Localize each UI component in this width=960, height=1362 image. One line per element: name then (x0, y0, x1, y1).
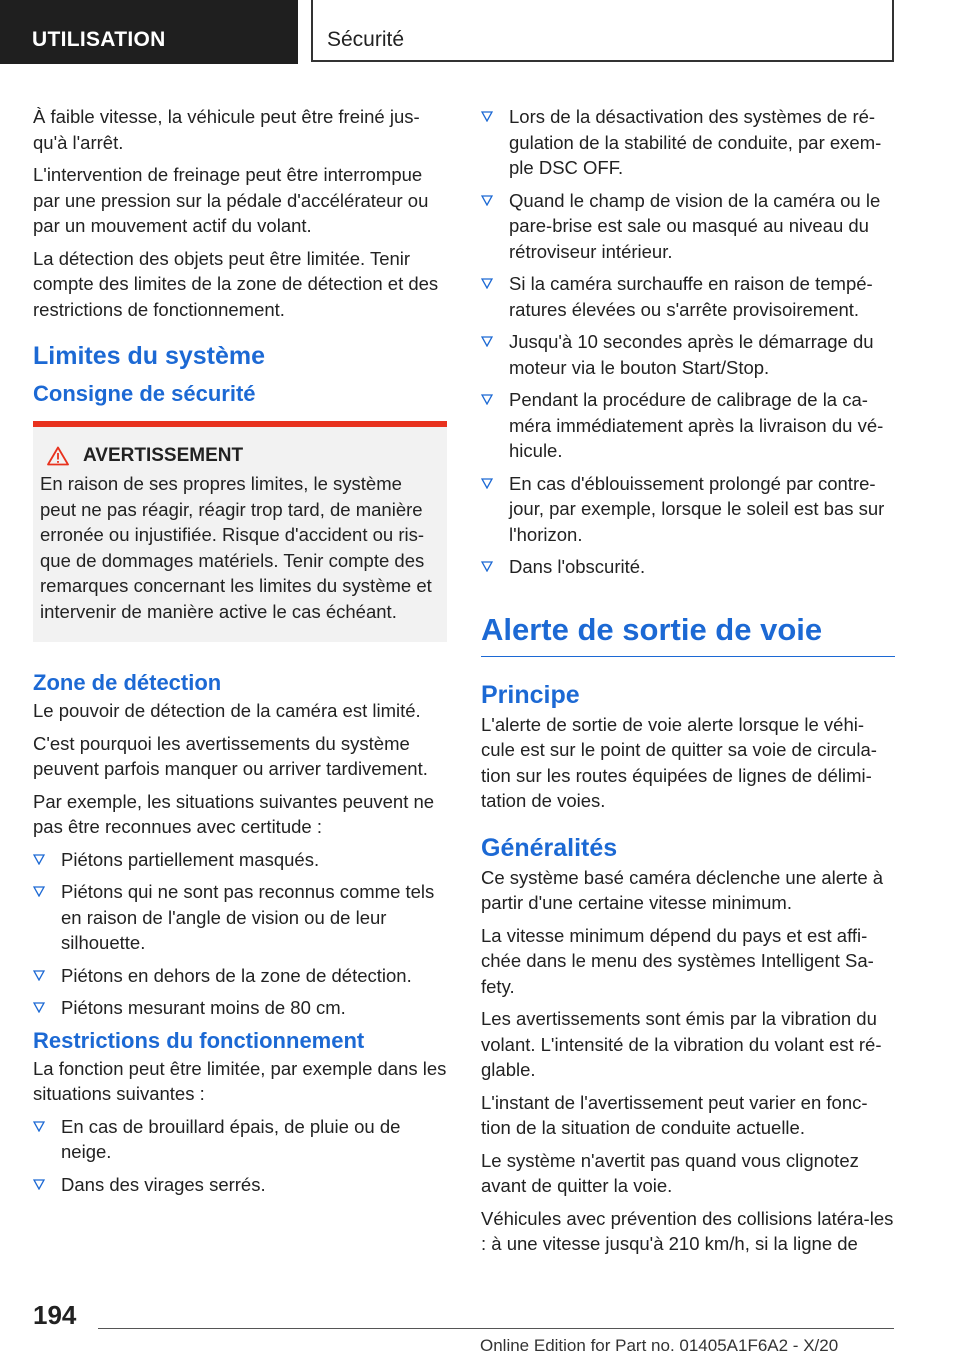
paragraph: Par exemple, les situations suivantes peuvent ne pas être reconnues avec certitude : (33, 790, 435, 837)
right-column (481, 104, 895, 1264)
chapter-label: Sécurité (327, 28, 405, 51)
paragraph: La vitesse minimum dépend du pays et est affi-chée dans le menu des systèmes Intelligent Sa-fety. (481, 924, 874, 997)
list-item-text: Piétons mesurant moins de 80 cm. (61, 997, 346, 1018)
list-item (33, 879, 447, 956)
triangle-bullet-icon (481, 195, 493, 206)
paragraph: Véhicules avec prévention des collisions latéra-les : à une vitesse jusqu'à 210 km/h, si la ligne de (481, 1207, 894, 1254)
warning-triangle-icon (47, 446, 69, 466)
list-item (33, 995, 447, 1021)
triangle-bullet-icon (481, 336, 493, 347)
paragraph: L'alerte de sortie de voie alerte lorsque le véhi-cule est sur le point de quitter sa voie de circula-tion sur les routes équipées de lignes de délimi-tation de voies. (481, 713, 877, 811)
list-item (481, 271, 895, 322)
list-item (481, 387, 895, 464)
list-item-text: Dans l'obscurité. (509, 556, 646, 577)
heading-lane-departure: Alerte de sortie de voie (481, 612, 895, 657)
triangle-bullet-icon (481, 561, 493, 572)
heading-safety: Consigne de sécurité (33, 381, 256, 406)
page-number: 194 (33, 1300, 77, 1330)
page-header (0, 0, 960, 64)
list-item (481, 471, 895, 548)
list-item-text: En cas de brouillard épais, de pluie ou de neige. (61, 1115, 401, 1162)
left-column (33, 104, 447, 1204)
list-item (481, 104, 895, 181)
warning-box (33, 421, 447, 642)
heading-limits: Limites du système (33, 342, 266, 370)
list-item (33, 1114, 447, 1165)
heading-principle: Principe (481, 680, 580, 709)
heading-general: Généralités (481, 833, 618, 862)
heading-zone: Zone de détection (33, 670, 222, 695)
triangle-bullet-icon (33, 1002, 45, 1013)
list-item-text: Piétons en dehors de la zone de détection. (61, 964, 412, 986)
list-item (481, 329, 895, 380)
triangle-bullet-icon (481, 478, 493, 489)
heading-restrictions: Restrictions du fonctionnement (33, 1027, 365, 1053)
list-item (481, 554, 895, 580)
triangle-bullet-icon (33, 970, 45, 981)
triangle-bullet-icon (33, 886, 45, 897)
warning-title: AVERTISSEMENT (83, 445, 244, 466)
section-tab (0, 0, 298, 64)
list-item (481, 188, 895, 265)
list-item-text: Jusqu'à 10 secondes après le démarrage du moteur via le bouton Start/Stop. (509, 331, 874, 378)
list-item (33, 963, 447, 989)
list-item-text: Piétons partiellement masqués. (61, 848, 320, 870)
paragraph: La détection des objets peut être limitée. Tenir compte des limites de la zone de détection et des restrictions de fonctionnement. (33, 247, 439, 320)
paragraph: Les avertissements sont émis par la vibration du volant. L'intensité de la vibration du volant est ré-glable. (481, 1008, 882, 1080)
paragraph: À faible vitesse, la véhicule peut être freiné jus-qu'à l'arrêt. (33, 106, 420, 153)
paragraph: Ce système basé caméra déclenche une alerte à partir d'une certaine vitesse minimum. (481, 866, 884, 913)
paragraph: La fonction peut être limitée, par exemple dans les situations suivantes : (33, 1057, 447, 1104)
list-item-text: Pendant la procédure de calibrage de la ca-méra immédiatement après la livraison du vé-hicule. (509, 389, 884, 461)
triangle-bullet-icon (481, 394, 493, 405)
triangle-bullet-icon (481, 111, 493, 122)
paragraph: L'intervention de freinage peut être interrompue par une pression sur la pédale d'accélérateur ou par un mouvement actif du volant. (33, 164, 429, 236)
warning-header (47, 445, 440, 467)
paragraph: Le pouvoir de détection de la caméra est limité. (33, 700, 421, 721)
triangle-bullet-icon (481, 278, 493, 289)
paragraph: L'instant de l'avertissement peut varier en fonc-tion de la situation de conduite actuelle. (481, 1091, 868, 1138)
edition-text: Online Edition for Part no. 01405A1F6A2 - X/20 (480, 1336, 839, 1355)
paragraph: C'est pourquoi les avertissements du système peuvent parfois manquer ou arriver tardivement. (33, 732, 428, 779)
triangle-bullet-icon (33, 1121, 45, 1132)
warning-text: En raison de ses propres limites, le système peut ne pas réagir, réagir trop tard, de manière erronée ou injustifiée. Risque d'accident ou ris-que de dommages matériels. Tenir compte des remarques concernant les limites du système et intervenir de manière active le cas échéant. (40, 473, 432, 622)
triangle-bullet-icon (33, 1179, 45, 1190)
list-item-text: Piétons qui ne sont pas reconnus comme tels en raison de l'angle de vision ou de leur silhouette. (61, 881, 435, 953)
triangle-bullet-icon (33, 854, 45, 865)
section-label: UTILISATION (32, 28, 166, 51)
list-item-text: Lors de la désactivation des systèmes de ré-gulation de la stabilité de conduite, par exem-ple DSC OFF. (509, 106, 882, 178)
page-footer (0, 1290, 960, 1362)
zone-list (33, 847, 447, 1021)
list-item-text: En cas d'éblouissement prolongé par contre-jour, par exemple, lorsque le soleil est bas sur l'horizon. (509, 472, 885, 545)
footer-divider (98, 1328, 894, 1329)
list-item (33, 1172, 447, 1198)
paragraph: Le système n'avertit pas quand vous clignotez avant de quitter la voie. (481, 1149, 859, 1196)
chapter-tab (311, 0, 894, 62)
list-item-text: Quand le champ de vision de la caméra ou le pare-brise est sale ou masqué au niveau du rétroviseur intérieur. (509, 189, 881, 262)
restrictions-list-continued (481, 104, 895, 580)
list-item (33, 847, 447, 873)
list-item-text: Si la caméra surchauffe en raison de tempé-ratures élevées ou s'arrête provisoirement. (509, 273, 873, 320)
restrictions-list (33, 1114, 447, 1198)
list-item-text: Dans des virages serrés. (61, 1173, 266, 1195)
